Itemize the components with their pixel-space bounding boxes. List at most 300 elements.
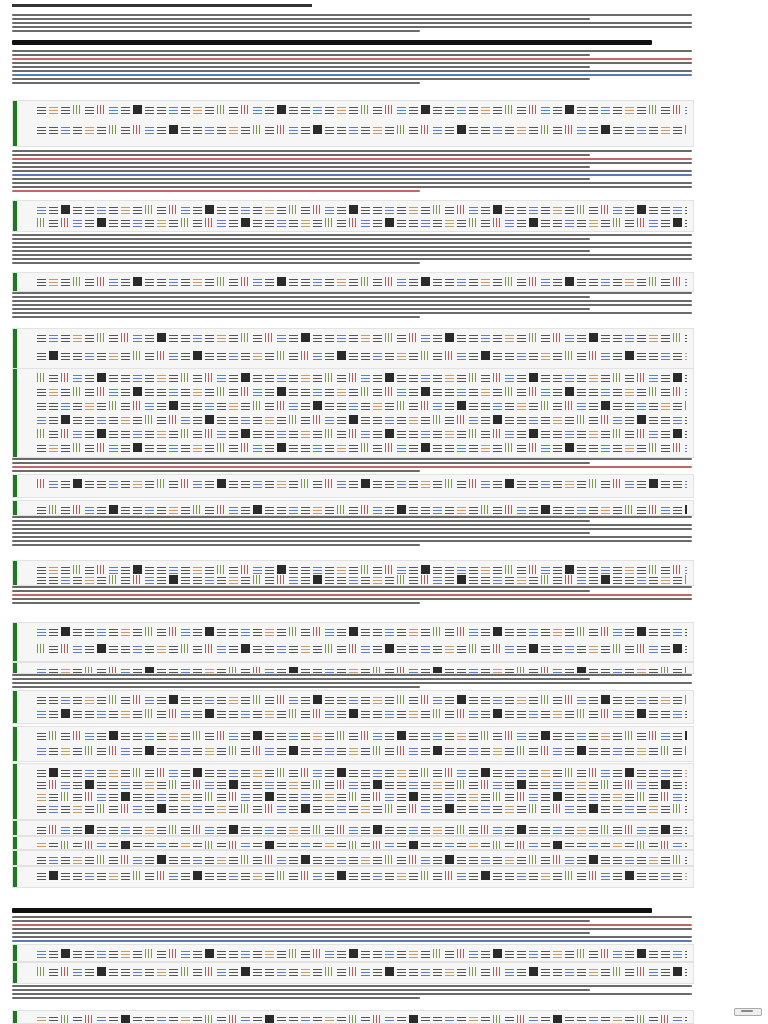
- figure-glyph-icon: [673, 415, 682, 424]
- figure-glyph-icon: [577, 333, 586, 342]
- figure-glyph-icon: [241, 575, 250, 584]
- figure-glyph-icon: [217, 479, 226, 488]
- figure-glyph-icon: [61, 967, 70, 976]
- figure-glyph-icon: [301, 277, 310, 286]
- figure-glyph-icon: [529, 218, 538, 227]
- figure-glyph-icon: [397, 967, 406, 976]
- figure-glyph-icon: [325, 443, 334, 452]
- figure-glyph-icon: [229, 205, 238, 214]
- figure-glyph-icon: [217, 125, 226, 134]
- figure-glyph-icon: [145, 1015, 154, 1024]
- figure-glyph-icon: [145, 841, 154, 850]
- figure-glyph-icon: [685, 277, 687, 286]
- figure-glyph-icon: [661, 125, 670, 134]
- figure-glyph-icon: [181, 667, 190, 675]
- figure-glyph-icon: [145, 105, 154, 114]
- figure-glyph-icon: [265, 841, 274, 850]
- figure-glyph-icon: [265, 125, 274, 134]
- figure-glyph-icon: [445, 429, 454, 438]
- figure-glyph-icon: [193, 373, 202, 382]
- figure-glyph-icon: [277, 125, 286, 134]
- glyph-row: [37, 216, 687, 228]
- figure-glyph-icon: [457, 627, 466, 636]
- figure-glyph-icon: [61, 792, 70, 801]
- figure-glyph-icon: [481, 825, 490, 834]
- figure-glyph-icon: [85, 871, 94, 880]
- figure-glyph-icon: [121, 387, 130, 396]
- figure-glyph-icon: [673, 967, 682, 976]
- figure-glyph-icon: [109, 387, 118, 396]
- figure-glyph-icon: [445, 505, 454, 514]
- figure-glyph-icon: [493, 387, 502, 396]
- figure-glyph-icon: [589, 871, 598, 880]
- figure-glyph-icon: [649, 871, 658, 880]
- figure-glyph-icon: [277, 746, 286, 755]
- figure-glyph-icon: [421, 746, 430, 755]
- figure-glyph-icon: [613, 125, 622, 134]
- figure-glyph-icon: [301, 768, 310, 777]
- figure-glyph-icon: [445, 792, 454, 801]
- figure-glyph-icon: [505, 373, 514, 382]
- figure-glyph-icon: [217, 746, 226, 755]
- figure-glyph-icon: [217, 205, 226, 214]
- figure-glyph-icon: [61, 443, 70, 452]
- figure-glyph-icon: [673, 768, 682, 777]
- text-line: [12, 300, 692, 302]
- text-line: [12, 598, 692, 600]
- figure-glyph-icon: [193, 644, 202, 653]
- panel-accent-rail: [13, 561, 17, 585]
- figure-glyph-icon: [685, 415, 687, 424]
- figure-glyph-icon: [301, 825, 310, 834]
- figure-glyph-icon: [685, 667, 687, 675]
- paragraph: [12, 14, 692, 34]
- figure-glyph-icon: [373, 401, 382, 410]
- figure-glyph-icon: [49, 768, 58, 777]
- figure-glyph-icon: [637, 575, 646, 584]
- figure-glyph-icon: [73, 709, 82, 718]
- panel-accent-rail: [13, 691, 17, 723]
- figure-glyph-icon: [577, 667, 586, 675]
- figure-glyph-icon: [373, 825, 382, 834]
- figure-glyph-icon: [241, 387, 250, 396]
- figure-glyph-icon: [649, 644, 658, 653]
- figure-glyph-icon: [301, 479, 310, 488]
- figure-glyph-icon: [577, 871, 586, 880]
- figure-glyph-icon: [649, 768, 658, 777]
- figure-glyph-icon: [637, 105, 646, 114]
- figure-glyph-icon: [49, 443, 58, 452]
- figure-glyph-icon: [541, 695, 550, 704]
- text-line: [12, 296, 590, 298]
- figure-glyph-icon: [217, 505, 226, 514]
- figure-glyph-icon: [421, 871, 430, 880]
- figure-glyph-icon: [73, 277, 82, 286]
- figure-glyph-icon: [241, 105, 250, 114]
- figure-glyph-icon: [265, 218, 274, 227]
- figure-glyph-icon: [73, 768, 82, 777]
- figure-glyph-icon: [73, 218, 82, 227]
- figure-glyph-icon: [217, 780, 226, 789]
- figure-glyph-icon: [469, 871, 478, 880]
- figure-glyph-icon: [409, 218, 418, 227]
- figure-glyph-icon: [289, 949, 298, 958]
- figure-glyph-icon: [649, 825, 658, 834]
- figure-glyph-icon: [289, 627, 298, 636]
- figure-glyph-icon: [469, 855, 478, 864]
- text-line: [12, 458, 692, 460]
- figure-glyph-icon: [625, 731, 634, 740]
- figure-glyph-icon: [517, 825, 526, 834]
- figure-glyph-icon: [169, 841, 178, 850]
- figure-glyph-icon: [37, 792, 46, 801]
- figure-glyph-icon: [97, 1015, 106, 1024]
- figure-glyph-icon: [457, 333, 466, 342]
- figure-glyph-icon: [613, 351, 622, 360]
- panel-accent-rail: [13, 837, 17, 849]
- figure-glyph-icon: [73, 105, 82, 114]
- figure-glyph-icon: [289, 780, 298, 789]
- figure-glyph-icon: [85, 479, 94, 488]
- figure-glyph-icon: [313, 855, 322, 864]
- glyph-row: [37, 766, 687, 778]
- figure-glyph-icon: [637, 218, 646, 227]
- text-line: [12, 516, 692, 518]
- figure-glyph-icon: [601, 731, 610, 740]
- figure-glyph-icon: [121, 415, 130, 424]
- figure-glyph-icon: [277, 373, 286, 382]
- figure-glyph-icon: [553, 871, 562, 880]
- figure-glyph-icon: [613, 105, 622, 114]
- figure-glyph-icon: [577, 505, 586, 514]
- figure-glyph-icon: [469, 373, 478, 382]
- figure-glyph-icon: [241, 373, 250, 382]
- figure-glyph-icon: [361, 667, 370, 675]
- figure-glyph-icon: [577, 804, 586, 813]
- horizontal-scrollbar[interactable]: [734, 1008, 762, 1016]
- figure-glyph-icon: [241, 1015, 250, 1024]
- figure-glyph-icon: [97, 804, 106, 813]
- text-line: [12, 924, 692, 926]
- figure-glyph-icon: [661, 333, 670, 342]
- figure-glyph-icon: [457, 644, 466, 653]
- figure-glyph-icon: [445, 731, 454, 740]
- figure-glyph-icon: [517, 731, 526, 740]
- figure-glyph-icon: [589, 967, 598, 976]
- figure-glyph-icon: [493, 871, 502, 880]
- text-line: [12, 150, 692, 152]
- figure-glyph-icon: [565, 218, 574, 227]
- figure-glyph-icon: [205, 1015, 214, 1024]
- figure-glyph-icon: [493, 105, 502, 114]
- figure-glyph-icon: [133, 825, 142, 834]
- figure-glyph-icon: [637, 277, 646, 286]
- figure-glyph-icon: [397, 644, 406, 653]
- figure-panel: [12, 272, 694, 292]
- figure-glyph-icon: [553, 709, 562, 718]
- figure-glyph-icon: [205, 768, 214, 777]
- figure-glyph-icon: [181, 627, 190, 636]
- figure-glyph-icon: [601, 780, 610, 789]
- text-line: [12, 316, 420, 318]
- figure-glyph-icon: [121, 125, 130, 134]
- figure-glyph-icon: [121, 804, 130, 813]
- figure-glyph-icon: [553, 792, 562, 801]
- figure-glyph-icon: [541, 105, 550, 114]
- figure-glyph-icon: [649, 667, 658, 675]
- figure-glyph-icon: [505, 479, 514, 488]
- figure-glyph-icon: [433, 871, 442, 880]
- glyph-row: [37, 707, 687, 719]
- figure-glyph-icon: [97, 709, 106, 718]
- scrollbar-thumb-icon[interactable]: [741, 1010, 753, 1012]
- figure-glyph-icon: [205, 401, 214, 410]
- figure-glyph-icon: [625, 841, 634, 850]
- figure-glyph-icon: [481, 627, 490, 636]
- figure-glyph-icon: [649, 804, 658, 813]
- figure-panel: [12, 944, 694, 962]
- figure-glyph-icon: [385, 351, 394, 360]
- figure-glyph-icon: [457, 871, 466, 880]
- figure-glyph-icon: [433, 333, 442, 342]
- figure-glyph-icon: [157, 218, 166, 227]
- figure-glyph-icon: [553, 351, 562, 360]
- figure-glyph-icon: [157, 401, 166, 410]
- figure-glyph-icon: [253, 373, 262, 382]
- figure-glyph-icon: [205, 387, 214, 396]
- figure-glyph-icon: [577, 825, 586, 834]
- figure-glyph-icon: [301, 125, 310, 134]
- figure-glyph-icon: [193, 351, 202, 360]
- figure-glyph-icon: [409, 855, 418, 864]
- glyph-row: [37, 744, 687, 756]
- figure-glyph-icon: [397, 949, 406, 958]
- figure-glyph-icon: [661, 575, 670, 584]
- figure-glyph-icon: [565, 125, 574, 134]
- figure-glyph-icon: [157, 1015, 166, 1024]
- figure-glyph-icon: [649, 125, 658, 134]
- figure-glyph-icon: [337, 479, 346, 488]
- figure-glyph-icon: [373, 277, 382, 286]
- figure-glyph-icon: [181, 505, 190, 514]
- text-line: [12, 166, 590, 168]
- text-line: [12, 993, 692, 995]
- figure-glyph-icon: [505, 825, 514, 834]
- figure-glyph-icon: [397, 709, 406, 718]
- figure-glyph-icon: [37, 949, 46, 958]
- figure-glyph-icon: [85, 351, 94, 360]
- paragraph: [12, 50, 692, 86]
- figure-glyph-icon: [121, 967, 130, 976]
- figure-glyph-icon: [541, 205, 550, 214]
- figure-glyph-icon: [361, 967, 370, 976]
- figure-glyph-icon: [517, 695, 526, 704]
- figure-glyph-icon: [493, 479, 502, 488]
- figure-glyph-icon: [109, 731, 118, 740]
- figure-glyph-icon: [325, 768, 334, 777]
- figure-glyph-icon: [349, 575, 358, 584]
- figure-glyph-icon: [181, 443, 190, 452]
- figure-glyph-icon: [229, 401, 238, 410]
- figure-glyph-icon: [289, 825, 298, 834]
- panel-accent-rail: [13, 273, 17, 291]
- figure-glyph-icon: [313, 871, 322, 880]
- figure-glyph-icon: [553, 479, 562, 488]
- figure-glyph-icon: [157, 443, 166, 452]
- figure-glyph-icon: [61, 768, 70, 777]
- figure-glyph-icon: [385, 627, 394, 636]
- figure-glyph-icon: [265, 401, 274, 410]
- figure-glyph-icon: [265, 429, 274, 438]
- figure-glyph-icon: [265, 967, 274, 976]
- figure-glyph-icon: [61, 709, 70, 718]
- figure-glyph-icon: [553, 855, 562, 864]
- figure-glyph-icon: [277, 949, 286, 958]
- figure-glyph-icon: [337, 780, 346, 789]
- figure-glyph-icon: [325, 575, 334, 584]
- figure-glyph-icon: [301, 333, 310, 342]
- figure-glyph-icon: [85, 792, 94, 801]
- figure-glyph-icon: [445, 125, 454, 134]
- figure-glyph-icon: [505, 667, 514, 675]
- figure-glyph-icon: [505, 709, 514, 718]
- figure-glyph-icon: [157, 373, 166, 382]
- figure-glyph-icon: [433, 218, 442, 227]
- figure-glyph-icon: [121, 505, 130, 514]
- figure-glyph-icon: [505, 746, 514, 755]
- figure-glyph-icon: [145, 804, 154, 813]
- paragraph: [12, 516, 692, 548]
- figure-glyph-icon: [685, 1015, 687, 1024]
- figure-glyph-icon: [529, 333, 538, 342]
- figure-glyph-icon: [517, 351, 526, 360]
- text-line: [12, 54, 590, 56]
- figure-glyph-icon: [109, 429, 118, 438]
- figure-glyph-icon: [685, 825, 687, 834]
- figure-glyph-icon: [253, 804, 262, 813]
- figure-glyph-icon: [181, 695, 190, 704]
- figure-glyph-icon: [637, 967, 646, 976]
- figure-glyph-icon: [661, 105, 670, 114]
- figure-glyph-icon: [301, 415, 310, 424]
- figure-glyph-icon: [577, 855, 586, 864]
- figure-glyph-icon: [373, 205, 382, 214]
- figure-glyph-icon: [121, 792, 130, 801]
- figure-glyph-icon: [613, 949, 622, 958]
- figure-glyph-icon: [277, 387, 286, 396]
- figure-panel: [12, 962, 694, 984]
- figure-glyph-icon: [433, 1015, 442, 1024]
- figure-glyph-icon: [601, 373, 610, 382]
- figure-glyph-icon: [277, 479, 286, 488]
- figure-glyph-icon: [73, 479, 82, 488]
- figure-glyph-icon: [145, 855, 154, 864]
- figure-glyph-icon: [613, 768, 622, 777]
- figure-glyph-icon: [385, 429, 394, 438]
- figure-glyph-icon: [481, 804, 490, 813]
- figure-glyph-icon: [313, 373, 322, 382]
- figure-glyph-icon: [601, 443, 610, 452]
- figure-glyph-icon: [61, 401, 70, 410]
- figure-glyph-icon: [349, 768, 358, 777]
- figure-glyph-icon: [433, 644, 442, 653]
- figure-glyph-icon: [529, 871, 538, 880]
- figure-glyph-icon: [421, 505, 430, 514]
- figure-panel: [12, 200, 694, 232]
- figure-glyph-icon: [457, 949, 466, 958]
- figure-glyph-icon: [253, 841, 262, 850]
- figure-glyph-icon: [397, 218, 406, 227]
- figure-glyph-icon: [109, 575, 118, 584]
- figure-glyph-icon: [637, 429, 646, 438]
- figure-glyph-icon: [181, 746, 190, 755]
- figure-glyph-icon: [277, 667, 286, 675]
- figure-glyph-icon: [217, 373, 226, 382]
- figure-glyph-icon: [253, 695, 262, 704]
- figure-glyph-icon: [37, 746, 46, 755]
- figure-glyph-icon: [205, 746, 214, 755]
- figure-glyph-icon: [589, 333, 598, 342]
- figure-glyph-icon: [649, 105, 658, 114]
- figure-glyph-icon: [553, 627, 562, 636]
- figure-glyph-icon: [649, 575, 658, 584]
- figure-glyph-icon: [133, 333, 142, 342]
- figure-glyph-icon: [265, 505, 274, 514]
- figure-glyph-icon: [517, 709, 526, 718]
- figure-glyph-icon: [205, 205, 214, 214]
- figure-glyph-icon: [265, 351, 274, 360]
- figure-glyph-icon: [277, 644, 286, 653]
- figure-glyph-icon: [73, 967, 82, 976]
- figure-glyph-icon: [397, 205, 406, 214]
- figure-glyph-icon: [673, 575, 682, 584]
- figure-glyph-icon: [133, 387, 142, 396]
- figure-glyph-icon: [445, 709, 454, 718]
- text-line: [12, 182, 692, 184]
- figure-glyph-icon: [313, 644, 322, 653]
- glyph-row: [37, 839, 687, 850]
- figure-glyph-icon: [505, 695, 514, 704]
- figure-glyph-icon: [37, 505, 46, 514]
- figure-glyph-icon: [493, 401, 502, 410]
- figure-glyph-icon: [529, 768, 538, 777]
- figure-glyph-icon: [577, 1015, 586, 1024]
- figure-glyph-icon: [673, 333, 682, 342]
- figure-glyph-icon: [589, 373, 598, 382]
- figure-glyph-icon: [325, 667, 334, 675]
- figure-glyph-icon: [85, 415, 94, 424]
- figure-glyph-icon: [289, 1015, 298, 1024]
- figure-glyph-icon: [625, 627, 634, 636]
- figure-glyph-icon: [133, 792, 142, 801]
- figure-glyph-icon: [409, 967, 418, 976]
- figure-glyph-icon: [241, 125, 250, 134]
- figure-glyph-icon: [61, 1015, 70, 1024]
- figure-glyph-icon: [37, 575, 46, 584]
- figure-glyph-icon: [361, 415, 370, 424]
- figure-glyph-icon: [109, 373, 118, 382]
- figure-glyph-icon: [601, 792, 610, 801]
- figure-glyph-icon: [193, 967, 202, 976]
- figure-glyph-icon: [565, 855, 574, 864]
- figure-glyph-icon: [433, 746, 442, 755]
- figure-glyph-icon: [49, 792, 58, 801]
- figure-glyph-icon: [301, 351, 310, 360]
- figure-glyph-icon: [61, 105, 70, 114]
- figure-glyph-icon: [649, 505, 658, 514]
- figure-glyph-icon: [121, 401, 130, 410]
- figure-glyph-icon: [601, 967, 610, 976]
